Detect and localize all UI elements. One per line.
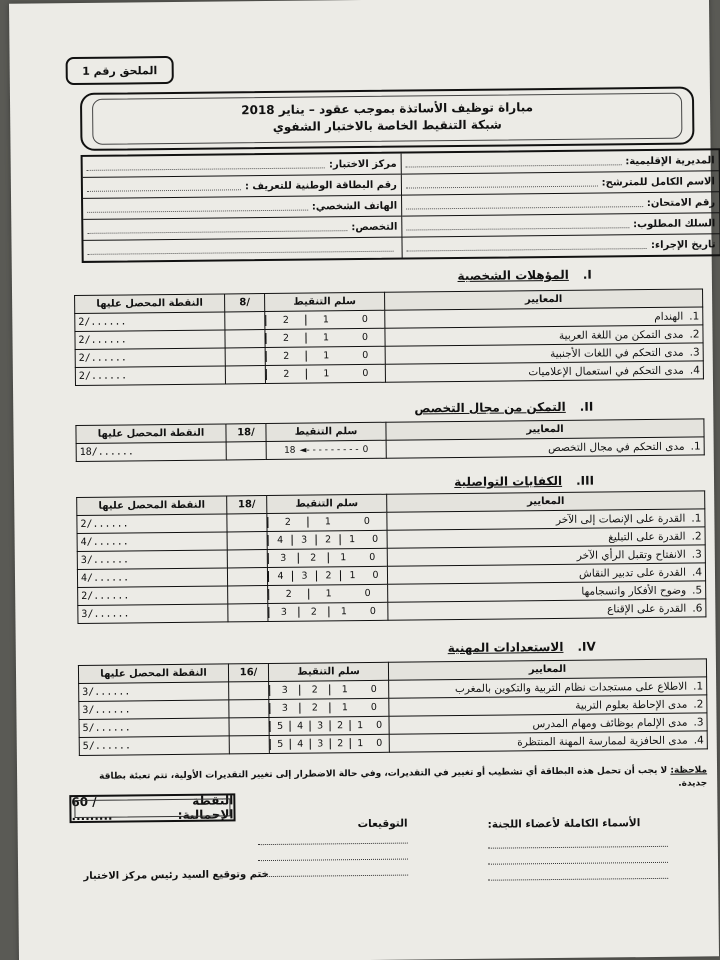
scale-option[interactable]: 3 [292,535,316,546]
stamp-label: ختم وتوقيع السيد رئيس مركز الاختبار [83,869,269,882]
max-header: /16 [228,664,268,682]
exam-sheet [9,0,719,960]
criteria-header: المعايير [386,419,704,440]
scale-header: سلم التنقيط [268,662,388,681]
obtained-score[interactable]: 3/...... [77,550,227,570]
blank-cell [229,682,269,700]
signatures-label: التوقيعات [357,817,408,831]
scale-option[interactable]: 2 [316,570,340,581]
blank-cell [229,700,269,718]
criterion-number: 2. [693,697,704,711]
info-field-phone[interactable]: الهاتف الشخصي: [83,196,401,220]
scale-option[interactable]: 1 [305,314,345,325]
section-heading [346,640,596,657]
obtained-score[interactable]: 2/...... [78,586,228,606]
criterion-number: 1. [690,439,701,453]
note [77,764,707,797]
info-field-exam-number[interactable]: رقم الامتحان: [402,192,719,216]
scale-option[interactable]: 0 [369,551,376,563]
criterion-number: 2. [689,327,700,341]
obtained-score[interactable]: 3/...... [79,682,229,702]
note-label: ملاحظة: [670,765,708,776]
section-number: IV. [577,639,596,654]
scale-option[interactable]: 2 [298,606,328,617]
section-heading [343,400,593,417]
scale-option[interactable]: 2 [298,552,328,563]
scale-option[interactable]: 0 [361,331,369,344]
scale-cell[interactable] [269,698,389,717]
scale-option[interactable]: 3 [269,703,299,714]
scale-option[interactable]: 2 [330,738,350,749]
criterion-text: الانفتاح وتقبل الرأي الآخر [576,548,686,562]
obtained-score[interactable]: 2/...... [75,366,225,386]
section-heading [342,268,592,285]
total-label: النقطة الإجمالية: [177,793,234,822]
criterion-number: 3. [691,547,702,561]
criterion-text: الهندام [654,310,684,323]
criterion-number: 3. [693,715,704,729]
scale-option[interactable]: 0 [376,737,383,749]
title-box [80,87,695,151]
committee-line-2[interactable] [488,855,668,865]
total-score-box[interactable] [69,793,235,823]
criterion-text: مدى التحكم في استعمال الإعلاميات [528,364,684,378]
criterion-number: 5. [692,583,703,597]
scale-cell[interactable] [267,512,387,531]
criterion-number: 1. [689,309,700,323]
criterion-text: وضوح الأفكار وانسجامها [581,584,687,598]
section-number: III. [575,473,595,488]
criterion-text: القدرة على التبليغ [608,530,686,543]
scale-option[interactable]: 2 [265,333,305,344]
criterion-cell [386,437,704,458]
criterion-number: 3. [689,345,700,359]
criterion-text: مدى التحكم في اللغات الأجنبية [549,346,684,360]
criterion-text: مدى الحافزية لممارسة المهنة المنتظرة [517,734,688,748]
criterion-text: الاطلاع على مستجدات نظام التربية والتكوين بالمغرب [454,680,688,695]
blank-cell [225,348,265,366]
criterion-number: 4. [689,363,700,377]
scale-option[interactable]: 1 [306,350,346,361]
scale-option[interactable]: 1 [329,702,359,713]
criterion-number: 2. [691,529,702,543]
scale-option[interactable]: 2 [316,534,340,545]
scale-cell[interactable] [267,566,387,585]
scale-option[interactable]: 1 [350,720,370,731]
scale-cell[interactable] [265,310,385,329]
criterion-text: القدرة على الإقناع [607,602,687,615]
criterion-text: القدرة على الإنصات إلى الآخر [555,512,686,526]
scale-option[interactable]: 1 [328,552,358,563]
info-field-extra[interactable] [83,238,401,261]
scale-max: 18 [284,445,296,456]
scale-option[interactable]: 1 [328,606,358,617]
info-field-directorate[interactable]: المديرية الإقليمية: [402,150,719,174]
criterion-number: 4. [691,565,703,579]
criteria-header: المعايير [387,491,705,512]
scale-cell[interactable] [269,680,389,699]
obtained-score[interactable]: 3/...... [79,700,229,720]
signature-line-1[interactable] [258,836,408,846]
obtained-score[interactable]: 5/...... [79,736,229,756]
scale-option[interactable]: 0 [375,719,383,731]
max-header: /18 [226,424,266,442]
scale-option[interactable]: 1 [306,368,346,379]
scale-cell[interactable] [269,734,389,753]
blank-cell [227,514,267,532]
scale-cell[interactable] [269,716,389,735]
scale-option[interactable]: 0 [364,587,371,599]
blank-cell [228,604,268,622]
criterion-text: القدرة على تدبير النقاش [578,566,687,580]
scale-option[interactable]: 0 [362,349,369,362]
obtained-header: النقطة المحصل عليها [76,424,226,444]
scale-cell[interactable] [268,584,388,603]
scale-header: سلم التنقيط [266,422,386,441]
scale-option[interactable]: 2 [299,684,329,695]
max-header: /8 [225,294,265,312]
criterion-cell [385,361,703,382]
scale-option[interactable]: 2 [266,369,306,380]
obtained-score[interactable]: 2/...... [77,514,227,534]
scale-option[interactable]: 3 [292,571,316,582]
scale-option[interactable]: 4 [290,721,310,732]
scale-option[interactable]: 2 [266,351,306,362]
criterion-cell [389,731,707,752]
scale-option[interactable]: 0 [370,683,377,695]
committee-line-3[interactable] [488,871,668,881]
note-text: لا يجب أن تحمل هذه البطاقة أي تشطيب أو تغيير في التقديرات، وفي حالة الاضطرار إلى تغيير التقديرات الأولية، تتم تعبئة بطاقة جديدة. [99,765,708,789]
obtained-score[interactable]: 5/...... [79,718,229,738]
criteria-header: المعايير [385,289,703,310]
obtained-score[interactable]: 4/...... [77,568,227,588]
section-title: التمكن من مجال التخصص [414,399,566,416]
total-value: 60 / ......... [71,794,113,824]
title-line-1: مباراة توظيف الأساتذة بموجب عقود – يناير 2018 [241,100,534,118]
scale-option[interactable]: 1 [340,534,364,545]
scale-header: سلم التنقيط [265,292,385,311]
obtained-header: النقطة المحصل عليها [75,294,225,314]
scale-option[interactable]: 1 [308,588,348,599]
obtained-score[interactable]: 2/...... [75,348,225,368]
criterion-number: 6. [692,601,703,615]
scale-option[interactable]: 3 [268,607,298,618]
criterion-text: مدى الإحاطة بعلوم التربية [575,698,688,712]
scale-option[interactable]: 1 [307,516,347,527]
title-line-2: شبكة التنقيط الخاصة بالاختبار الشفوي [272,117,502,134]
signature-line-2[interactable] [258,852,408,862]
annex-label: الملحق رقم 1 [66,56,174,85]
criterion-number: 1. [691,511,702,525]
info-field-national-id[interactable]: رقم البطاقة الوطنية للتعريف : [83,175,401,199]
scale-option[interactable]: 2 [267,517,307,528]
scale-option[interactable]: 2 [330,720,350,731]
criteria-table [74,288,704,386]
section-title: الاستعدادات المهنية [447,639,564,656]
section-title: الكفايات التواصلية [454,473,563,490]
scale-option[interactable]: 1 [340,570,364,581]
info-col-right [401,150,720,257]
scale-option[interactable]: 0 [372,533,379,545]
scale-option[interactable]: 3 [310,720,330,731]
scale-option[interactable]: 0 [362,367,369,380]
obtained-header: النقطة المحصل عليها [78,664,228,684]
candidate-info-grid [81,148,720,263]
scale-option[interactable]: 3 [269,685,299,696]
blank-cell [227,532,267,550]
scale-option[interactable]: 5 [270,721,290,732]
scale-option[interactable]: 4 [268,535,292,546]
scale-option[interactable]: 0 [372,569,379,581]
blank-cell [229,736,269,754]
scale-header: سلم التنقيط [267,494,387,513]
committee-line-1[interactable] [488,839,668,849]
scale-cell[interactable] [268,602,388,621]
obtained-score[interactable]: 3/...... [78,604,228,624]
blank-cell [229,718,269,736]
scale-option[interactable]: 1 [350,738,370,749]
scale-option[interactable]: 0 [369,605,376,617]
criterion-number: 4. [693,733,704,747]
criteria-table [75,418,704,462]
scale-cell[interactable] [265,364,385,383]
criterion-text: مدى الإلمام بوظائف ومهام المدرس [532,716,688,730]
signature-line-3[interactable] [258,868,408,878]
blank-cell [225,312,265,330]
scale-cell[interactable] [267,548,387,567]
scale-option[interactable]: 0 [363,515,371,528]
scale-cell[interactable] [265,346,385,365]
scale-option[interactable]: 1 [329,684,359,695]
scale-option[interactable]: 5 [270,739,290,750]
criteria-header: المعايير [388,659,706,680]
criteria-table [78,658,708,756]
criterion-text: مدى التحكم في مجال التخصص [547,440,685,454]
scale-cell[interactable] [265,328,385,347]
section-title: المؤهلات الشخصية [457,267,569,284]
obtained-score[interactable]: 18/...... [76,442,226,462]
criterion-text: مدى التمكن من اللغة العربية [558,328,684,342]
scale-min: 0 [362,444,369,455]
section-number: II. [579,399,594,414]
blank-cell [225,330,265,348]
info-col-left [83,154,402,261]
criterion-cell [388,599,706,620]
max-header: /18 [227,496,267,514]
info-field-candidate-name[interactable]: الاسم الكامل للمترشح: [402,171,719,195]
blank-cell [228,586,268,604]
scale-option[interactable]: 2 [299,702,329,713]
scale-option[interactable]: 0 [370,701,377,713]
scale-cell[interactable] [267,530,387,549]
blank-cell [225,366,265,384]
info-field-test-center[interactable]: مركز الاختبار: [83,154,401,178]
blank-cell [226,442,266,460]
scale-option[interactable]: 3 [310,738,330,749]
scale-option[interactable]: 2 [265,315,305,326]
info-field-cycle[interactable]: السلك المطلوب: [402,213,719,237]
obtained-score[interactable]: 2/...... [75,312,225,332]
section-heading [344,474,594,491]
blank-cell [227,550,267,568]
scale-arrow: ◄- - - - - - - - - [299,444,359,456]
obtained-score[interactable]: 4/...... [77,532,227,552]
criteria-table [76,490,706,624]
blank-cell [227,568,267,586]
scale-option[interactable]: 2 [268,589,308,600]
scale-option[interactable]: 3 [268,553,298,564]
scale-option[interactable]: 4 [268,571,292,582]
obtained-score[interactable]: 2/...... [75,330,225,350]
scale-cell[interactable] [266,440,386,459]
obtained-header: النقطة المحصل عليها [77,496,227,516]
criterion-number: 1. [693,679,704,693]
scale-option[interactable]: 0 [361,313,368,326]
info-field-specialty[interactable]: التخصص: [83,217,401,241]
scale-option[interactable]: 1 [305,332,345,343]
committee-label: الأسماء الكاملة لأعضاء اللجنة: [487,817,641,831]
info-field-date[interactable]: تاريخ الإجراء: [402,234,719,257]
scale-option[interactable]: 4 [290,739,310,750]
section-number: I. [582,267,592,282]
